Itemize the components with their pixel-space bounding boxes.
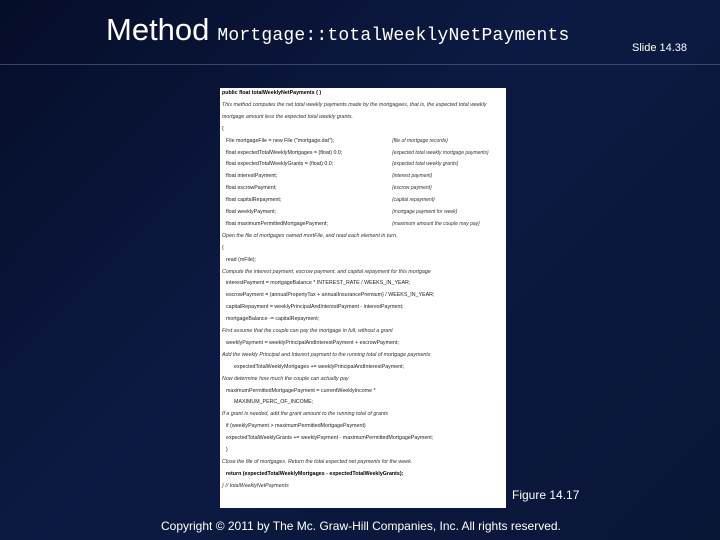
code-line: return (expectedTotalWeeklyMortgages - expectedTotalWeeklyGrants);: [226, 470, 404, 477]
code-line: expectedTotalWeeklyGrants += weeklyPayment - maximumPermittedMortgagePayment;: [226, 435, 434, 442]
code-line: interestPayment = mortgageBalance * INTEREST_RATE / WEEKS_IN_YEAR;: [226, 280, 411, 287]
code-line: float maximumPermittedMortgagePayment;: [226, 220, 328, 227]
code-line: weeklyPayment = weeklyPrincipalAndInterestPayment + escrowPayment;: [226, 339, 399, 346]
code-line: float expectedTotalWeeklyMortgages = (float) 0.0;: [226, 149, 343, 156]
code-line: Compute the interest payment, escrow payment, and capital repayment for this mortgage: [222, 268, 431, 275]
code-figure: [220, 88, 506, 508]
code-line: {: [222, 125, 224, 132]
code-line: expectedTotalWeeklyMortgages += weeklyPrincipalAndInterestPayment;: [234, 363, 405, 370]
code-line: public float totalWeeklyNetPayments ( ): [222, 90, 322, 96]
code-line: if (weeklyPayment > maximumPermittedMortgagePayment): [226, 423, 366, 430]
code-line: mortgageBalance -= capitalRepayment;: [226, 316, 320, 323]
code-line-comment: {mortgage payment for week}: [392, 209, 458, 215]
code-line: float interestPayment;: [226, 173, 278, 180]
code-line: This method computes the net total weekly payments made by the mortgagees, that is, the expected total weekly: [222, 101, 487, 108]
code-line: maximumPermittedMortgagePayment = currentWeeklyIncome *: [226, 387, 376, 394]
code-line: {: [222, 244, 224, 251]
code-line: capitalRepayment = weeklyPrincipalAndInterestPayment - interestPayment;: [226, 304, 404, 311]
code-line: float weeklyPayment;: [226, 209, 277, 215]
code-line: Close the file of mortgages. Return the total expected net payments for the week.: [222, 458, 413, 465]
title-divider: [0, 64, 720, 65]
code-line: }: [226, 447, 228, 453]
code-line-comment: {capital repayment}: [392, 197, 435, 204]
code-line: float escrowPayment;: [226, 185, 277, 192]
code-line-comment: {expected total weekly grants}: [392, 161, 459, 168]
code-line-comment: {expected total weekly mortgage payments}: [392, 149, 489, 156]
code-line: First assume that the couple can pay the mortgage in full, without a grant: [222, 328, 393, 334]
code-line: File mortgageFile = new File ("mortgage.dat");: [226, 137, 335, 144]
slide-number: Slide 14.38: [632, 42, 688, 54]
code-line: Open the file of mortgages named mortFile, and read each element in turn.: [222, 232, 398, 239]
title-method-name: Mortgage::totalWeeklyNetPayments: [217, 26, 570, 46]
code-line: mortgage amount less the expected total weekly grants.: [222, 113, 354, 120]
code-line-comment: {file of mortgage records}: [392, 137, 448, 144]
slide-title: [106, 12, 569, 48]
code-line-comment: {escrow payment}: [392, 185, 432, 192]
code-line: } // totalWeeklyNetPayments: [222, 482, 289, 489]
code-line: float expectedTotalWeeklyGrants = (float) 0.0;: [226, 161, 334, 168]
code-line-comment: {interest payment}: [392, 173, 433, 180]
code-line: Add the weekly Principal and Interest payment to the running total of mortgage payments: [222, 351, 431, 358]
figure-caption: Figure 14.17: [512, 488, 580, 502]
code-line: If a grant is needed, add the grant amount to the running total of grants: [222, 411, 389, 418]
title-word: Method: [106, 12, 210, 47]
code-line: float capitalRepayment;: [226, 197, 282, 204]
code-line: read (mFile);: [226, 256, 257, 263]
copyright-notice: Copyright © 2011 by The Mc. Graw-Hill Companies, Inc. All rights reserved.: [161, 519, 561, 533]
code-line: escrowPayment = (annualPropertyTax + annualInsurancePremium) / WEEKS_IN_YEAR;: [226, 292, 435, 299]
code-line-comment: {maximum amount the couple may pay}: [392, 220, 480, 227]
code-line: Now determine how much the couple can actually pay: [222, 375, 349, 382]
code-line: MAXIMUM_PERC_OF_INCOME;: [234, 399, 314, 406]
